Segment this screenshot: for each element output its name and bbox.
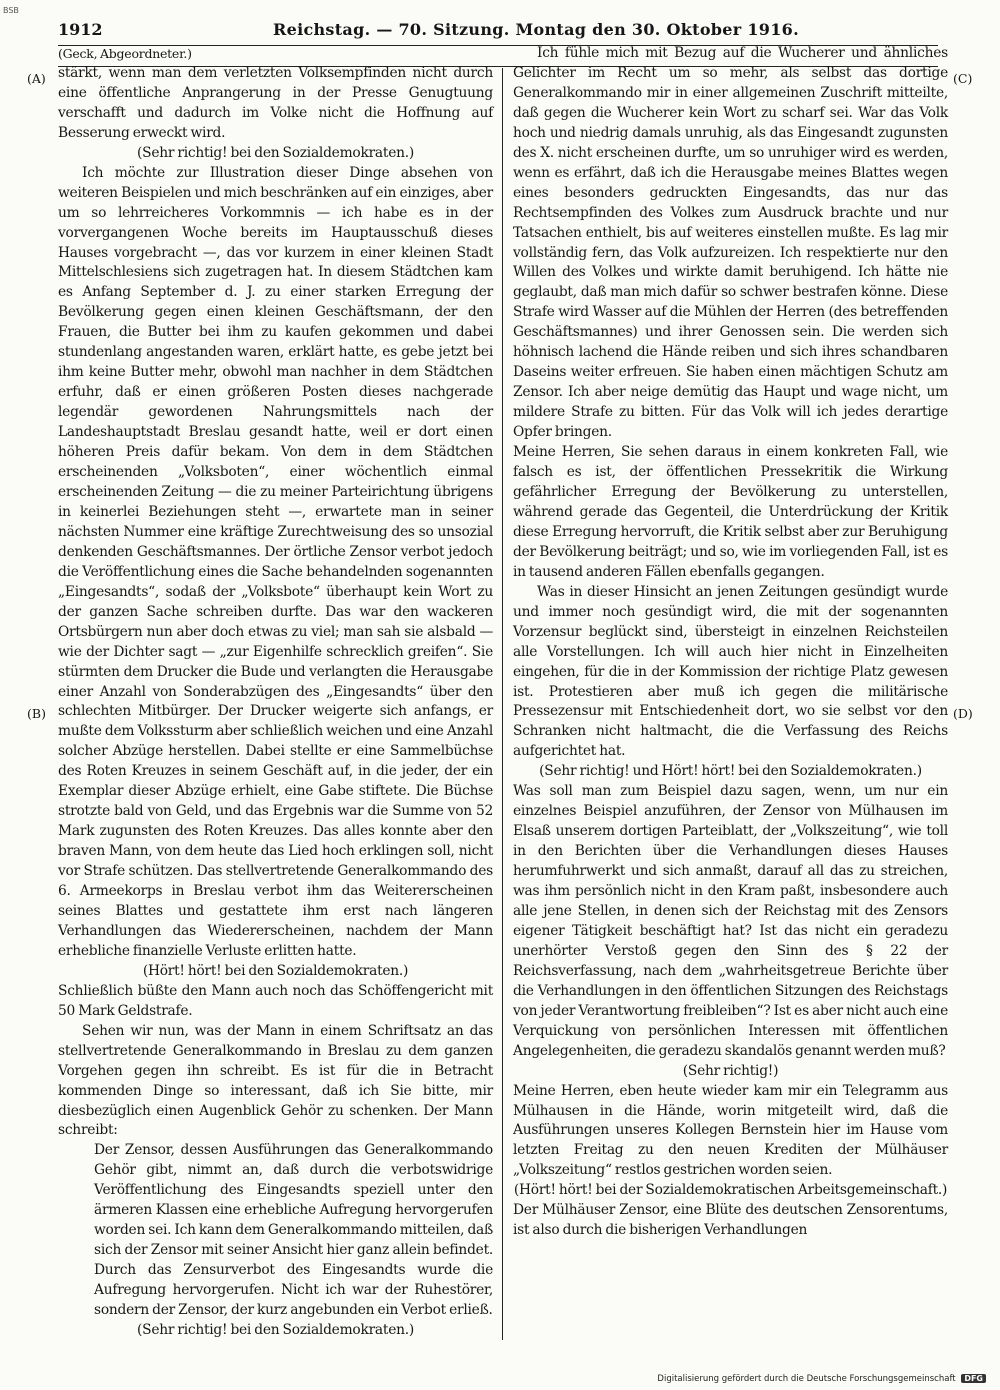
paragraph: Meine Herren, Sie sehen daraus in einem konkreten Fall, wie falsch es ist, der öffentlichen Pressekritik die Wirkung gefährlicher Erregung der Bevölkerung zu unterstellen, während gerade das Gegenteil, die Unterdrückung der Kritik diese Erregung hervorruft, die Kritik selbst aber zur Beruhigung der Bevölkerung beiträgt; und so, wie im vorliegenden Fall, ist es in tausend anderen Fällen ebenfalls gegangen.: [513, 444, 948, 580]
paragraph: Was soll man zum Beispiel dazu sagen, wenn, um nur ein einzelnes Beispiel anzuführen, der Zensor von Mülhausen im Elsaß unserem dortigen Parteiblatt, der „Volkszeitung“, wie toll in den Berichten über die Verhandlungen dieses Hauses herumfuhrwerkt und sich anmaßt, darauf all das zu streichen, was ihm persönlich nicht in den Kram paßt, insbesondere auch alle jene Stellen, in denen sich der Reichstag mit des Zensors eigener Tätigkeit beschäftigt hat? Ist das nicht ein geradezu unerhörter Verstoß gegen den Sinn des § 22 der Reichsverfassung, nach dem „wahrheitsgetreue Berichte über die Verhandlungen in den öffentlichen Sitzungen des Reichstags von jeder Verantwortung freibleiben“? Ist es aber nicht auch eine Verquickung von persönlichen Interessen mit öffentlichen Angelegenheiten, die geradezu skandalös genannt werden muß?: [513, 783, 948, 1059]
paragraph: Ich möchte zur Illustration dieser Dinge absehen von weiteren Beispielen und mich beschränken auf ein einziges, aber um so lehrreicheres Vorkommnis — ich habe es in der vorvergangenen Woche bereits im Hauptausschuß dieses Hauses vorgebracht —, das vor kurzem in einer kleinen Stadt Mittelschlesiens sich zugetragen hat. In diesem Städtchen kam es Anfang September d. J. zu einer starken Erregung der Bevölkerung gegen einen kleinen Geschäftsmann, der den Frauen, die Butter bei ihm zu kaufen gekommen und dabei stundenlang angestanden waren, erklärt hatte, es gebe jetzt bei ihm keine Butter mehr, obwohl man nachher in dem Städtchen erfuhr, daß er einen größeren Posten dieses nachgerade legendär gewordenen Nahrungsmittels nach der Landeshauptstadt Breslau gesandt hatte, weil er dort einen höheren Preis dafür bekam. Von dem in dem Städtchen erscheinenden „Volksboten“, einer wöchentlich einmal erscheinenden Zeitung — die zu meiner Parteirichtung übrigens in keinerlei Beziehungen steht —, erwartete man in seiner nächsten Nummer eine kräftige Zurechtweisung des so unsozial denkenden Geschäftsmannes. Der örtliche Zensor verbot jedoch die Veröffentlichung eines die Sache behandelnden sogenannten „Eingesandts“, sodaß der „Volksbote“ überhaupt kein Wort zu der ganzen Sache schreiben durfte. Das war den wackeren Ortsbürgern nun aber doch etwas zu viel; man sah sie alsbald — wie der Dichter sagt — „zur Eigenhilfe schrecklich greifen“. Sie stürmten dem Drucker die Bude und verlangten die Herausgabe einer Anzahl von Sonderabzügen des „Eingesandts“ über den schlechten Mitbürger. Der Drucker weigerte sich anfangs, er mußte dem Volkssturm aber schließlich weichen und eine Anzahl solcher Abzüge herstellen. Dabei stellte er eine Sammelbüchse des Roten Kreuzes in seinem Geschäft auf, in die jeder, der ein Exemplar dieser Abzüge erhielt, eine Gabe stiftete. Die Büchse strotzte bald von Geld, und das Ergebnis war die Summe von 52 Mark zugunsten des Roten Kreuzes. Das alles konnte aber den braven Mann, von dem heute das Lied hoch erklingen soll, nicht vor Strafe schützen. Das stellvertretende Generalkommando des 6. Armeekorps in Breslau verbot ihm das Weitererscheinen seines Blattes und gestattete ihm erst nach längeren Verhandlungen das Wiedererscheinen, nachdem der Mann erhebliche finanzielle Verluste erlitten hatte.: [58, 164, 493, 959]
left-column: [58, 44, 493, 1341]
speaker-label: (Geck, Abgeordneter.): [58, 46, 192, 61]
margin-mark-a: (A): [27, 71, 46, 86]
interjection: (Sehr richtig! bei den Sozialdemokraten.): [136, 144, 415, 161]
paragraph: Der Mülhäuser Zensor, eine Blüte des deutschen Zensorentums, ist also durch die bisherigen Verhandlungen: [513, 1202, 948, 1239]
interjection: (Sehr richtig! und Hört! hört! bei den Sozialdemokraten.): [539, 763, 922, 780]
interjection: (Hört! hört! bei der Sozialdemokratischen Arbeitsgemeinschaft.): [513, 1182, 948, 1199]
interjection: (Sehr richtig!): [682, 1062, 779, 1079]
quoted-letter: Ich fühle mich mit Bezug auf die Wucherer und ähnliches Gelichter im Recht um so mehr, als selbst das dortige Generalkommando mir in einer allgemeinen Zuschrift mitteilte, daß gegen die Wucherer kein Wort zu scharf sei. War das Volk hoch und niedrig damals unruhig, als das Eingesandt zugunsten des X. nicht erscheinen durfte, um so unruhiger wird es werden, wenn es erfährt, daß ich die Herausgabe meines Blattes wegen eines besonders gedruckten Eingesandts, das nur das Rechtsempfinden des Volkes zum Ausdruck brachte und nur Tatsachen enthielt, bis auf weiteres einstellen mußte. Es lag mir vollständig fern, das Volk aufzureizen. Ich respektierte nur den Willen des Volkes und wirkte damit beruhigend. Ich hätte nie geglaubt, daß man mich dafür so schwer bestrafen könne. Diese Strafe wird Wasser auf die Mühlen der Herren (des betreffenden Geschäftsmannes) und ihrer Genossen sein. Die werden sich höhnisch lachend die Hände reiben und sich ihres schandbaren Daseins weiter erfreuen. Sie haben einen mächtigen Schutz am Zensor. Ich aber neige demütig das Haupt und wage nicht, um mildere Strafe zu bitten. Für das Volk will ich jedes derartige Opfer bringen.: [513, 45, 948, 441]
page-number: 1912: [58, 20, 103, 39]
right-column: [513, 44, 948, 1241]
paragraph: Schließlich büßte den Mann auch noch das Schöffengericht mit 50 Mark Geldstrafe.: [58, 982, 493, 1019]
paragraph: stärkt, wenn man dem verletzten Volksempfinden nicht durch eine öffentliche Anprangerung in der Presse Genugtuung verschafft und dadurch im Volke nicht die Hoffnung auf Besserung erweckt wird.: [58, 64, 493, 141]
digitization-credit: [657, 1374, 986, 1384]
column-divider: [502, 68, 503, 1340]
library-mark: BSB: [3, 6, 19, 15]
margin-mark-d: (D): [953, 706, 973, 721]
paragraph: Was in dieser Hinsicht an jenen Zeitungen gesündigt wurde und immer noch gesündigt wird, die mit der sogenannten Vorzensur beglückt sind, übersteigt in einzelnen Reichsteilen alle Vorstellungen. Ich will auch hier nicht in Einzelheiten eingehen, für die in der Kommission der richtige Platz gewesen ist. Protestieren aber muß ich gegen die militärische Pressezensur mit Entschiedenheit dort, wo sie selbst vor den Schranken nicht haltmacht, die die Verfassung des Reichs aufgerichtet hat.: [513, 583, 948, 760]
paragraph: Meine Herren, eben heute wieder kam mir ein Telegramm aus Mülhausen in die Hände, worin mitgeteilt wird, daß die Ausführungen unseres Kollegen Bernstein hier im Hause vom letzten Freitag zu den neuen Krediten der Mülhäuser „Volkszeitung“ restlos gestrichen worden seien.: [513, 1082, 948, 1179]
dfg-logo: DFG: [961, 1374, 986, 1383]
margin-mark-b: (B): [27, 706, 46, 721]
margin-mark-c: (C): [953, 71, 973, 86]
quoted-letter: Der Zensor, dessen Ausführungen das Generalkommando Gehör gibt, nimmt an, daß durch die verbotswidrige Veröffentlichung des Eingesandts speziell unter den ärmeren Klassen eine erhebliche Aufregung hervorgerufen worden sei. Ich kann dem Generalkommando mitteilen, daß sich der Zensor mit seiner Ansicht hier ganz allein befindet. Durch das Zensurverbot des Eingesandts wurde die Aufregung hervorgerufen. Nicht ich war der Ruhestörer, sondern der Zensor, der kurz angebunden ein Verbot erließ.: [94, 1142, 493, 1319]
page-header: [58, 20, 938, 44]
running-title: Reichstag. — 70. Sitzung. Montag den 30. Oktober 1916.: [273, 20, 799, 39]
credit-text: Digitalisierung gefördert durch die Deutsche Forschungsgemeinschaft: [657, 1374, 956, 1384]
interjection: (Hört! hört! bei den Sozialdemokraten.): [142, 962, 409, 979]
interjection: (Sehr richtig! bei den Sozialdemokraten.): [136, 1322, 415, 1338]
paragraph: Sehen wir nun, was der Mann in einem Schriftsatz an das stellvertretende Generalkommando in Breslau zu dem ganzen Vorgehen gegen ihn schreibt. Es ist für die in Betracht kommenden Dinge so interessant, daß ich Sie bitte, mir diesbezüglich einen Augenblick Gehör zu schenken. Der Mann schreibt:: [58, 1022, 493, 1139]
